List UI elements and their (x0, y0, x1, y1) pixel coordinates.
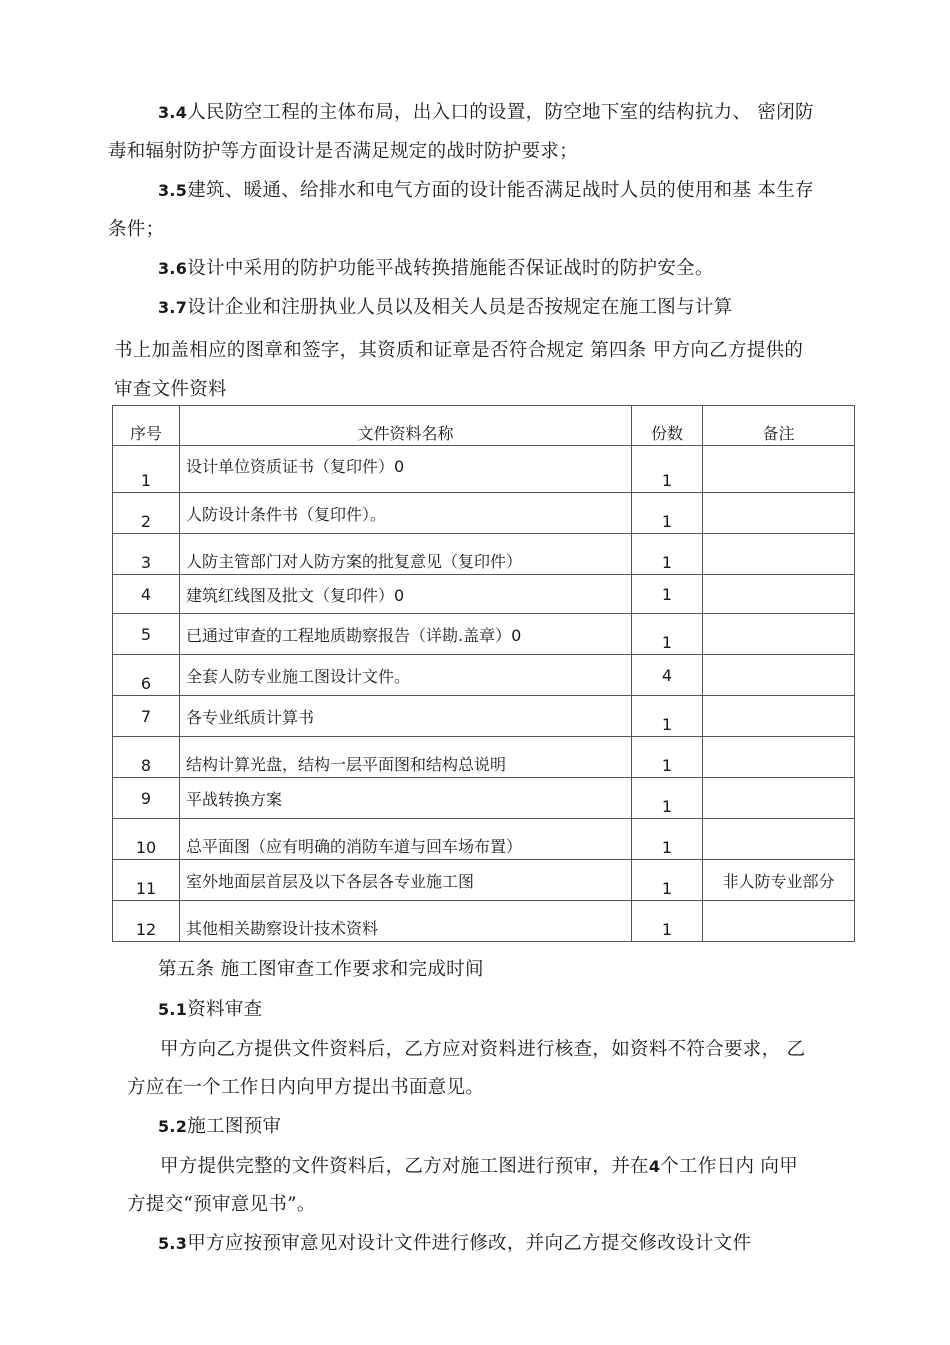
cell-remarks (703, 901, 855, 942)
article-5-title: 第五条 施工图审查工作要求和完成时间 (158, 959, 484, 980)
section-title: 资料审查 (187, 999, 263, 1020)
section-text: 甲方应按预审意见对设计文件进行修改，并向乙方提交修改设计文件 (187, 1233, 752, 1254)
table-row (113, 778, 855, 819)
clause-text: 设计企业和注册执业人员以及相关人员是否按规定在施工图与计算 (187, 297, 733, 318)
table-row (113, 696, 855, 737)
cell-serial: 11 (113, 860, 180, 901)
section-5-1-line-2: 方应在一个工作日内向甲方提出书面意见。 (127, 1077, 485, 1098)
section-text: 甲方提供完整的文件资料后，乙方对施工图进行预审，并在 (160, 1156, 649, 1177)
cell-document-name: 设计单位资质证书（复印件）0 (180, 446, 632, 493)
cell-document-name: 总平面图（应有明确的消防车道与回车场布置） (180, 819, 632, 860)
cell-remarks (703, 819, 855, 860)
section-number: 5.3 (158, 1234, 188, 1253)
cell-serial: 2 (113, 493, 180, 534)
cell-copies: 1 (632, 446, 703, 493)
cell-serial: 9 (113, 778, 180, 819)
cell-serial: 5 (113, 614, 180, 655)
clause-text: 建筑、暖通、给排水和电气方面的设计能否满足战时人员的使用和基 本生存 (187, 180, 814, 201)
cell-serial: 10 (113, 819, 180, 860)
table-header-row (113, 406, 855, 446)
cell-serial: 4 (113, 575, 180, 614)
section-text: 个工作日内 向甲 (660, 1156, 799, 1177)
clause-number: 3.6 (158, 259, 188, 278)
cell-document-name: 已通过审查的工程地质勘察报告（详勘.盖章）0 (180, 614, 632, 655)
section-5-2-heading (158, 1115, 281, 1139)
table-row (113, 534, 855, 575)
table-row (113, 901, 855, 942)
cell-serial: 1 (113, 446, 180, 493)
table-row (113, 575, 855, 614)
working-days-number: 4 (648, 1157, 661, 1176)
cell-remarks (703, 778, 855, 819)
table-row (113, 446, 855, 493)
clause-3-7-line-3: 审查文件资料 (114, 379, 227, 400)
cell-copies: 1 (632, 534, 703, 575)
cell-copies: 1 (632, 778, 703, 819)
cell-remarks: 非人防专业部分 (703, 860, 855, 901)
cell-document-name: 全套人防专业施工图设计文件。 (180, 655, 632, 696)
cell-remarks (703, 737, 855, 778)
clause-number: 3.4 (158, 103, 188, 122)
clause-3-7-line-1 (158, 296, 732, 320)
cell-document-name: 其他相关勘察设计技术资料 (180, 901, 632, 942)
cell-remarks (703, 655, 855, 696)
cell-document-name: 平战转换方案 (180, 778, 632, 819)
cell-remarks (703, 614, 855, 655)
cell-serial: 6 (113, 655, 180, 696)
section-5-2-line-2: 方提交“预审意见书”。 (127, 1194, 316, 1215)
table-row (113, 860, 855, 901)
cell-document-name: 人防主管部门对人防方案的批复意见（复印件） (180, 534, 632, 575)
clause-text: 设计中采用的防护功能平战转换措施能否保证战时的防护安全。 (187, 258, 714, 279)
header-copies: 份数 (632, 406, 703, 446)
cell-document-name: 室外地面层首层及以下各层各专业施工图 (180, 860, 632, 901)
header-serial: 序号 (113, 406, 180, 446)
cell-copies: 1 (632, 696, 703, 737)
clause-text: 人民防空工程的主体布局，出入口的设置，防空地下室的结构抗力、 密闭防 (187, 102, 814, 123)
cell-document-name: 人防设计条件书（复印件）。 (180, 493, 632, 534)
section-number: 5.1 (158, 1000, 188, 1019)
cell-copies: 1 (632, 575, 703, 614)
clause-number: 3.5 (158, 181, 188, 200)
cell-serial: 12 (113, 901, 180, 942)
cell-document-name: 结构计算光盘，结构一层平面图和结构总说明 (180, 737, 632, 778)
clause-3-4-line-1 (158, 101, 814, 125)
clause-3-4-line-2: 毒和辐射防护等方面设计是否满足规定的战时防护要求； (108, 141, 579, 162)
cell-copies: 1 (632, 901, 703, 942)
table-row (113, 655, 855, 696)
cell-copies: 1 (632, 819, 703, 860)
clause-3-6-line-1 (158, 257, 714, 281)
section-5-3-line-1 (158, 1232, 751, 1256)
cell-remarks (703, 575, 855, 614)
cell-document-name: 各专业纸质计算书 (180, 696, 632, 737)
cell-remarks (703, 696, 855, 737)
table-row (113, 493, 855, 534)
clause-3-5-line-2: 条件； (108, 219, 165, 240)
header-remarks: 备注 (703, 406, 855, 446)
table-row (113, 737, 855, 778)
section-title: 施工图预审 (187, 1116, 282, 1137)
cell-serial: 8 (113, 737, 180, 778)
cell-remarks (703, 446, 855, 493)
clause-3-7-line-2: 书上加盖相应的图章和签字，其资质和证章是否符合规定 第四条 甲方向乙方提供的 (114, 340, 804, 361)
cell-serial: 7 (113, 696, 180, 737)
cell-copies: 1 (632, 493, 703, 534)
document-list-table (112, 405, 855, 942)
cell-copies: 1 (632, 614, 703, 655)
cell-document-name: 建筑红线图及批文（复印件）0 (180, 575, 632, 614)
cell-copies: 4 (632, 655, 703, 696)
cell-serial: 3 (113, 534, 180, 575)
cell-copies: 1 (632, 860, 703, 901)
table-row (113, 819, 855, 860)
section-5-1-heading (158, 998, 262, 1022)
cell-remarks (703, 493, 855, 534)
cell-copies: 1 (632, 737, 703, 778)
cell-remarks (703, 534, 855, 575)
clause-3-5-line-1 (158, 179, 814, 203)
header-document-name: 文件资料名称 (180, 406, 632, 446)
clause-number: 3.7 (158, 298, 188, 317)
section-number: 5.2 (158, 1117, 188, 1136)
table-row (113, 614, 855, 655)
section-5-1-line-1: 甲方向乙方提供文件资料后，乙方应对资料进行核查，如资料不符合要求， 乙 (160, 1039, 806, 1060)
section-5-2-line-1 (160, 1155, 798, 1179)
